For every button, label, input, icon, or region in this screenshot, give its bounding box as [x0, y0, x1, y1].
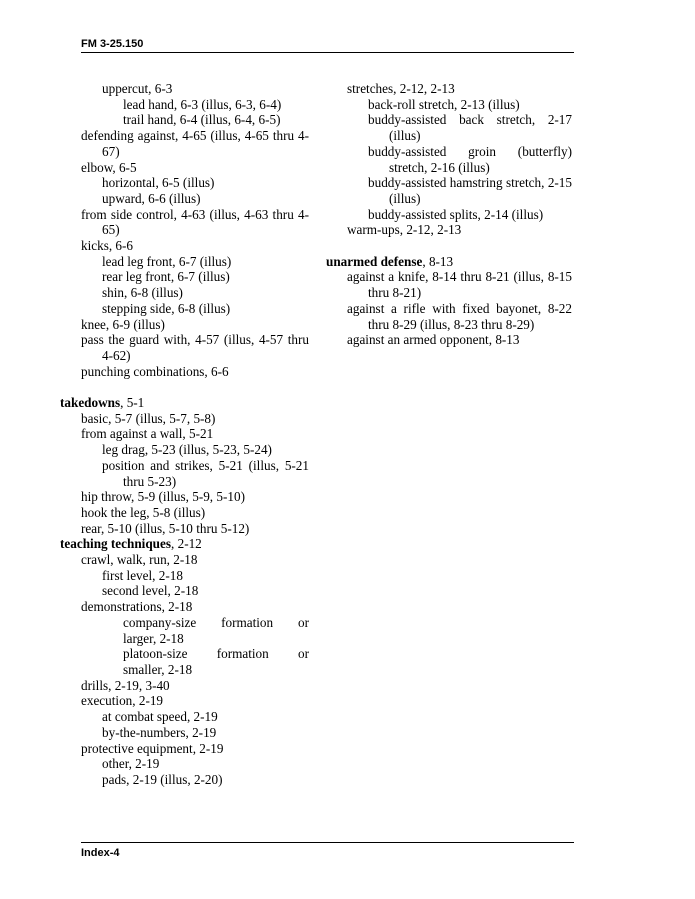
index-column-right	[326, 81, 572, 348]
index-term: unarmed defense	[326, 253, 423, 269]
index-entry: buddy-assisted back stretch, 2-17 (illus)	[368, 112, 572, 144]
spacer	[347, 238, 572, 254]
index-term: teaching techniques	[60, 536, 171, 552]
index-entry: elbow, 6-5	[81, 159, 137, 175]
index-term: takedowns	[60, 395, 121, 411]
index-entry: hip throw, 5-9 (illus, 5-9, 5-10)	[81, 489, 245, 505]
index-entry: trail hand, 6-4 (illus, 6-4, 6-5)	[123, 112, 281, 128]
index-entry: execution, 2-19	[81, 693, 164, 709]
index-entry-line: smaller, 2-18	[123, 662, 193, 677]
index-entry: uppercut, 6-3	[102, 81, 173, 96]
index-entry: back-roll stretch, 2-13 (illus)	[368, 96, 520, 112]
index-entry: by-the-numbers, 2-19	[102, 724, 217, 740]
index-entry: stepping side, 6-8 (illus)	[102, 300, 231, 316]
index-entry: shin, 6-8 (illus)	[102, 285, 183, 301]
index-entry: leg drag, 5-23 (illus, 5-23, 5-24)	[102, 442, 272, 458]
page-number: Index-4	[81, 847, 120, 859]
index-column-left	[60, 81, 309, 788]
index-entry: against a rifle with fixed bayonet, 8-22 thru 8-29 (illus, 8-23 thru 8-29)	[347, 300, 572, 332]
index-entry: pads, 2-19 (illus, 2-20)	[102, 771, 223, 787]
index-entry: lead leg front, 6-7 (illus)	[102, 253, 232, 269]
index-entry: stretches, 2-12, 2-13	[347, 81, 455, 96]
index-entry: against an armed opponent, 8-13	[347, 332, 520, 348]
index-pages: , 5-1	[120, 395, 145, 411]
index-entry: at combat speed, 2-19	[102, 709, 218, 725]
index-entry-line: company-size formation or	[123, 614, 309, 630]
index-entry: position and strikes, 5-21 (illus, 5-21 thru 5-23)	[102, 457, 309, 489]
index-entry: horizontal, 6-5 (illus)	[102, 175, 215, 191]
index-entry: first level, 2-18	[102, 567, 183, 583]
running-header: FM 3-25.150	[81, 38, 144, 50]
index-entry: buddy-assisted hamstring stretch, 2-15 (illus)	[368, 175, 572, 206]
index-entry-line: platoon-size formation or	[123, 646, 309, 662]
header-rule	[81, 52, 574, 53]
index-entry: against a knife, 8-14 thru 8-21 (illus, 8-15 thru 8-21)	[347, 269, 572, 301]
index-heading-unarmed	[326, 253, 572, 270]
index-entry: upward, 6-6 (illus)	[102, 190, 201, 206]
index-entry: from side control, 4-63 (illus, 4-63 thru 4-65)	[81, 206, 309, 238]
index-entry: kicks, 6-6	[81, 238, 134, 254]
index-entry: warm-ups, 2-12, 2-13	[347, 222, 462, 238]
index-entry: punching combinations, 6-6	[81, 363, 229, 379]
index-entry: rear leg front, 6-7 (illus)	[102, 269, 230, 285]
index-heading-takedowns	[60, 395, 309, 411]
index-entry: lead hand, 6-3 (illus, 6-3, 6-4)	[123, 96, 282, 112]
index-entry: second level, 2-18	[102, 583, 199, 599]
index-pages: , 8-13	[422, 253, 454, 269]
index-entry: buddy-assisted splits, 2-14 (illus)	[368, 206, 544, 222]
index-entry: from against a wall, 5-21	[81, 426, 214, 442]
index-entry: defending against, 4-65 (illus, 4-65 thru 4-67)	[81, 128, 309, 159]
index-entry: crawl, walk, run, 2-18	[81, 552, 198, 568]
index-entry: hook the leg, 5-8 (illus)	[81, 504, 206, 520]
index-heading-teaching	[60, 536, 309, 552]
index-entry: drills, 2-19, 3-40	[81, 677, 170, 693]
index-entry: demonstrations, 2-18	[81, 599, 193, 615]
footer-rule	[81, 842, 574, 843]
spacer	[81, 379, 309, 395]
index-entry-line: larger, 2-18	[123, 630, 184, 646]
index-entry: basic, 5-7 (illus, 5-7, 5-8)	[81, 410, 216, 426]
index-entry: pass the guard with, 4-57 (illus, 4-57 thru 4-62)	[81, 332, 309, 363]
index-entry: buddy-assisted groin (butterfly) stretch, 2-16 (illus)	[368, 143, 572, 175]
index-entry: rear, 5-10 (illus, 5-10 thru 5-12)	[81, 520, 250, 536]
index-pages: , 2-12	[171, 536, 202, 552]
index-entry: protective equipment, 2-19	[81, 740, 224, 756]
index-entry: other, 2-19	[102, 756, 160, 772]
index-entry: knee, 6-9 (illus)	[81, 316, 165, 332]
